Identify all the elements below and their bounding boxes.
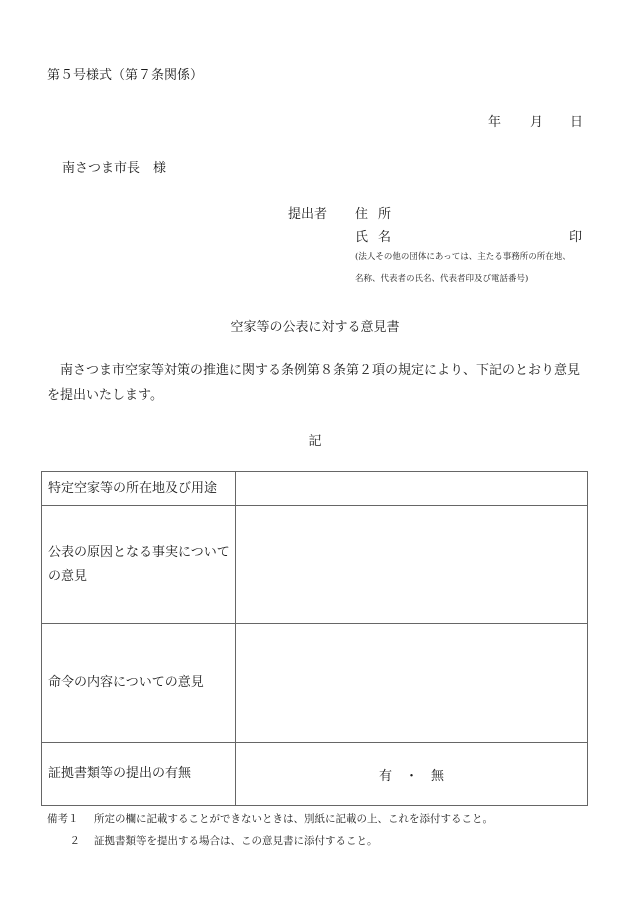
date-month: 月 [530,115,544,130]
date-year: 年 [488,115,502,130]
submitter-note-line1: (法人その他の団体にあっては、主たる事務所の所在地、 [355,252,571,262]
table-row [42,506,588,624]
date-day: 日 [570,115,584,130]
opinion-table [41,471,588,806]
remark-text-1: 所定の欄に記載することができないときは、別紙に記載の上、これを添付すること。 [94,813,493,825]
table-row [42,624,588,743]
row-value-evidence[interactable]: 有 ・ 無 [236,743,588,806]
ki-heading: 記 [308,434,322,449]
remark-item-2 [47,833,378,848]
row-value-fact-opinion[interactable] [236,506,588,624]
row-label-evidence: 証拠書類等の提出の有無 [42,743,236,806]
name-label: 氏名 [355,230,402,245]
seal-label: 印 [569,230,583,245]
row-value-order-opinion[interactable] [236,624,588,743]
address-label: 住所 [355,207,402,222]
addressee: 南さつま市長 様 [62,161,167,176]
table-row [42,472,588,506]
remark-text-2: 証拠書類等を提出する場合は、この意見書に添付すること。 [94,835,378,847]
date-line [488,111,583,130]
row-value-location[interactable] [236,472,588,506]
row-label-location: 特定空家等の所在地及び用途 [42,472,236,506]
row-label-order-opinion: 命令の内容についての意見 [42,624,236,743]
remarks-heading: 備考１ [47,813,79,825]
submitter-label: 提出者 [288,207,328,222]
row-label-fact-opinion: 公表の原因となる事実についての意見 [42,506,236,624]
table-row [42,743,588,806]
form-number: 第５号様式（第７条関係） [47,68,204,83]
remark-item-1 [47,811,493,826]
submitter-note-line2: 名称、代表者の氏名、代表者印及び電話番号) [355,274,529,284]
body-text: 南さつま市空家等対策の推進に関する条例第８条第２項の規定により、下記のとおり意見を提出いたします。 [47,363,581,403]
document-title: 空家等の公表に対する意見書 [230,320,400,335]
remark-number-2: ２ [69,835,80,847]
